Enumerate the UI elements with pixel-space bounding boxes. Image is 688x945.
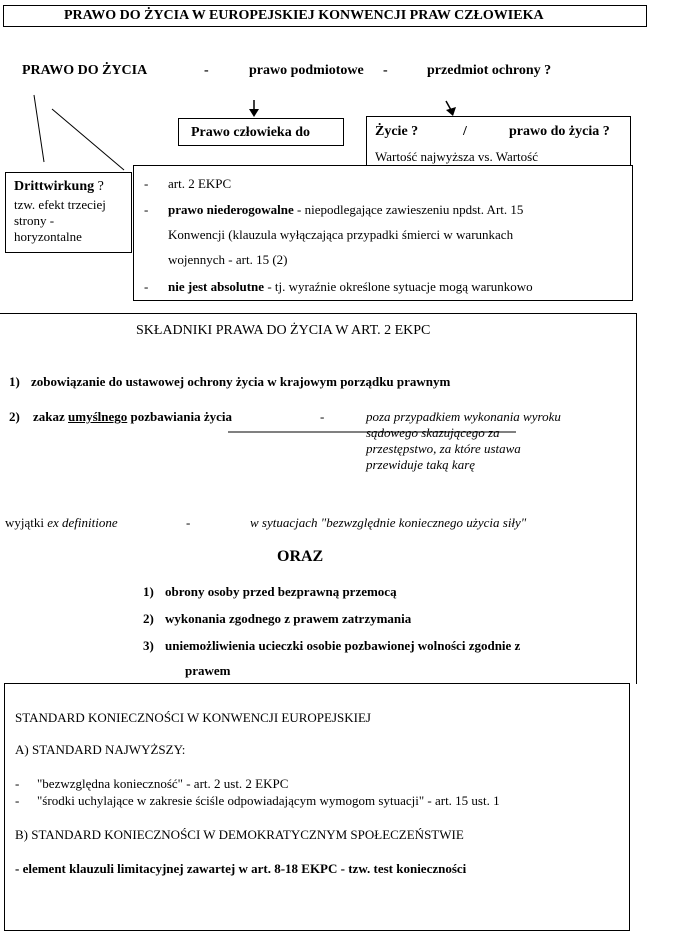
subjective-right-label: prawo podmiotowe	[249, 63, 364, 78]
topic-label: PRAWO DO ŻYCIA	[22, 63, 148, 78]
drittwirkung-box	[5, 172, 132, 253]
non-derogable-desc-line2: Konwencji (klauzula wyłączająca przypadki śmierci w warunkach	[168, 227, 514, 242]
non-derogable-term: prawo niederogowalne	[168, 202, 294, 217]
not-absolute-desc: - tj. wyraźnie określone sytuacje mogą warunkowo	[264, 279, 533, 294]
drittwirkung-text: horyzontalne	[14, 229, 82, 244]
exception-line: sądowego skazującego za	[366, 425, 500, 440]
non-derogable-desc-line3: wojennych - art. 15 (2)	[168, 252, 288, 267]
components-title: SKŁADNIKI PRAWA DO ŻYCIA W ART. 2 EKPC	[136, 323, 431, 338]
question-mark: ?	[94, 179, 104, 194]
line-to-drittwirkung-left	[34, 95, 44, 162]
bullet-dash: -	[15, 776, 20, 791]
standard-b: B) STANDARD KONIECZNOŚCI W DEMOKRATYCZNYM SPOŁECZEŃSTWIE	[15, 827, 464, 842]
arrow-down-zycie	[446, 101, 451, 110]
exception-line: przewiduje taką karę	[366, 457, 476, 472]
bullet-dash: -	[144, 176, 149, 191]
dash: -	[383, 63, 388, 78]
arrow-head-zycie	[446, 107, 456, 116]
non-derogable-item	[168, 202, 523, 218]
dash: -	[204, 63, 209, 78]
force-situations: w sytuacjach "bezwzględnie koniecznego użycia siły"	[250, 515, 527, 530]
death-penalty-exception	[366, 409, 561, 473]
bullet-dash: -	[15, 793, 20, 808]
standard-box	[4, 683, 630, 931]
list-item: obrony osoby przed bezprawną przemocą	[165, 584, 397, 599]
standard-a: A) STANDARD NAJWYŻSZY:	[15, 742, 186, 757]
value-text: Wartość najwyższa vs. Wartość	[375, 149, 539, 164]
exception-line: przestępstwo, za które ustawa	[366, 441, 521, 456]
intentional-term: umyślnego	[68, 409, 128, 424]
bullet-dash: -	[144, 279, 149, 294]
page-title: PRAWO DO ŻYCIA W EUROPEJSKIEJ KONWENCJI PRAW CZŁOWIEKA	[64, 8, 544, 23]
list-item: wykonania zgodnego z prawem zatrzymania	[165, 611, 412, 626]
art2-box	[133, 165, 633, 301]
standard-a-item: "środki uchylające w zakresie ściśle odpowiadającym wymogom sytuacji" - art. 15 ust. 1	[37, 793, 500, 808]
non-derogable-desc: - niepodlegające zawieszeniu npdst. Art. 15	[293, 202, 524, 217]
list-number: 3)	[143, 638, 154, 653]
arrow-head-prawo	[249, 109, 259, 117]
bullet-dash: -	[144, 202, 149, 217]
drittwirkung-text: tzw. efekt trzeciej	[14, 197, 106, 212]
text-run: pozbawiania życia	[127, 409, 232, 424]
dash: -	[186, 515, 191, 530]
dash: -	[320, 409, 325, 424]
human-right-label: Prawo człowieka do	[191, 125, 310, 140]
oraz-heading: ORAZ	[277, 548, 324, 565]
not-absolute-item	[168, 279, 533, 295]
point-2-text	[33, 409, 232, 425]
protection-object-label: przedmiot ochrony ?	[427, 63, 552, 78]
life-label: Życie ?	[375, 124, 419, 139]
text-run: zakaz	[33, 409, 69, 424]
point-number: 1)	[9, 374, 20, 389]
exception-line: poza przypadkiem wykonania wyroku	[366, 409, 561, 424]
standard-a-item: "bezwzględna konieczność" - art. 2 ust. 2 EKPC	[37, 776, 289, 791]
standard-title: STANDARD KONIECZNOŚCI W KONWENCJI EUROPEJSKIEJ	[15, 710, 371, 725]
components-section	[0, 313, 637, 684]
header-box	[3, 5, 647, 27]
list-item: uniemożliwienia ucieczki osobie pozbawionej wolności zgodnie z	[165, 638, 521, 653]
not-absolute-term: nie jest absolutne	[168, 279, 265, 294]
drittwirkung-title	[14, 179, 104, 195]
text-run: wyjątki	[5, 515, 48, 530]
line-to-art2-box	[52, 109, 124, 170]
standard-b-item: - element klauzuli limitacyjnej zawartej w art. 8-18 EKPC - tzw. test konieczności	[15, 861, 467, 876]
art2-item: art. 2 EKPC	[168, 176, 232, 191]
slash: /	[463, 124, 467, 139]
ex-definitione: ex definitione	[47, 515, 118, 530]
exceptions-label	[5, 515, 118, 531]
drittwirkung-text: strony -	[14, 213, 55, 228]
point-1-text: zobowiązanie do ustawowej ochrony życia w krajowym porządku prawnym	[31, 374, 451, 389]
drittwirkung-term: Drittwirkung	[14, 179, 95, 194]
list-number: 2)	[143, 611, 154, 626]
human-right-box	[178, 118, 344, 146]
list-item-cont: prawem	[185, 663, 231, 678]
list-number: 1)	[143, 584, 154, 599]
point-number: 2)	[9, 409, 20, 424]
right-to-life-label: prawo do życia ?	[509, 124, 610, 139]
